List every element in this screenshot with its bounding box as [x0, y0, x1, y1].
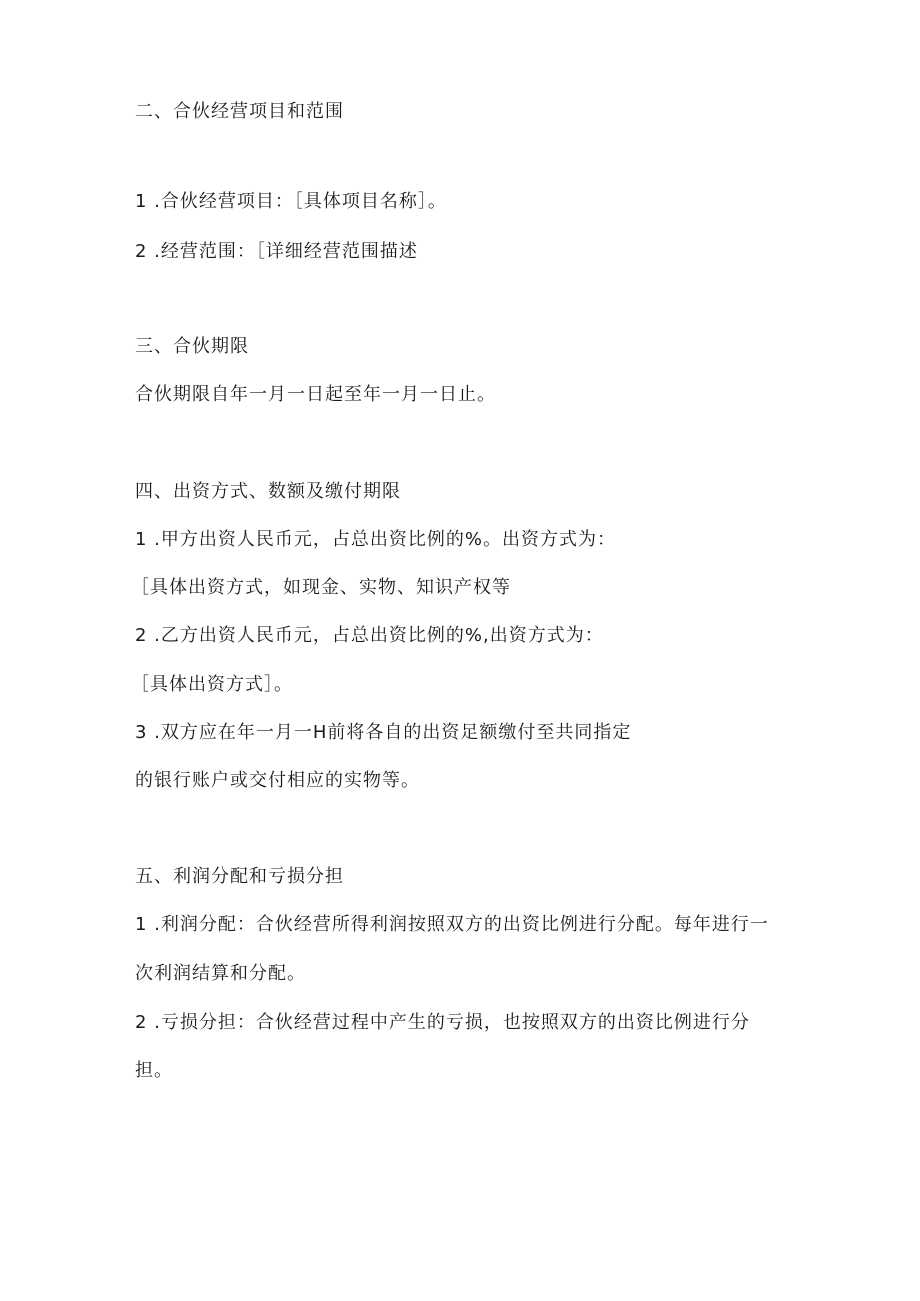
section-5-item-1-line-2: 次利润结算和分配。: [135, 963, 306, 984]
section-3-heading: 三、合伙期限: [135, 336, 249, 357]
section-4-item-1-line-2: ［具体出资方式，如现金、实物、知识产权等: [131, 577, 511, 598]
section-5-item-1-line-1: 1 .利润分配：合伙经营所得利润按照双方的出资比例进行分配。每年进行一: [135, 914, 769, 935]
section-4-item-2-line-1: 2 .乙方出资人民币元，占总出资比例的%,出资方式为：: [135, 625, 604, 646]
section-4-item-2-line-2: ［具体出资方式］。: [131, 674, 293, 695]
section-2-heading: 二、合伙经营项目和范围: [135, 101, 344, 122]
section-4-item-3-line-1: 3 .双方应在年一月一H前将各自的出资足额缴付至共同指定: [135, 722, 632, 743]
section-2-item-1: 1 .合伙经营项目：［具体项目名称］。: [135, 191, 447, 212]
section-5-item-2-line-1: 2 .亏损分担：合伙经营过程中产生的亏损，也按照双方的出资比例进行分: [135, 1012, 750, 1033]
section-2-item-2: 2 .经营范围：［详细经营范围描述: [135, 241, 418, 262]
section-4-item-3-line-2: 的银行账户或交付相应的实物等。: [135, 770, 420, 791]
section-5-heading: 五、利润分配和亏损分担: [135, 866, 344, 887]
section-3-text: 合伙期限自年一月一日起至年一月一日止。: [135, 384, 496, 405]
section-4-item-1-line-1: 1 .甲方出资人民币元，占总出资比例的%。出资方式为：: [135, 529, 616, 550]
section-4-heading: 四、出资方式、数额及缴付期限: [135, 481, 401, 502]
section-5-item-2-line-2: 担。: [135, 1060, 173, 1081]
